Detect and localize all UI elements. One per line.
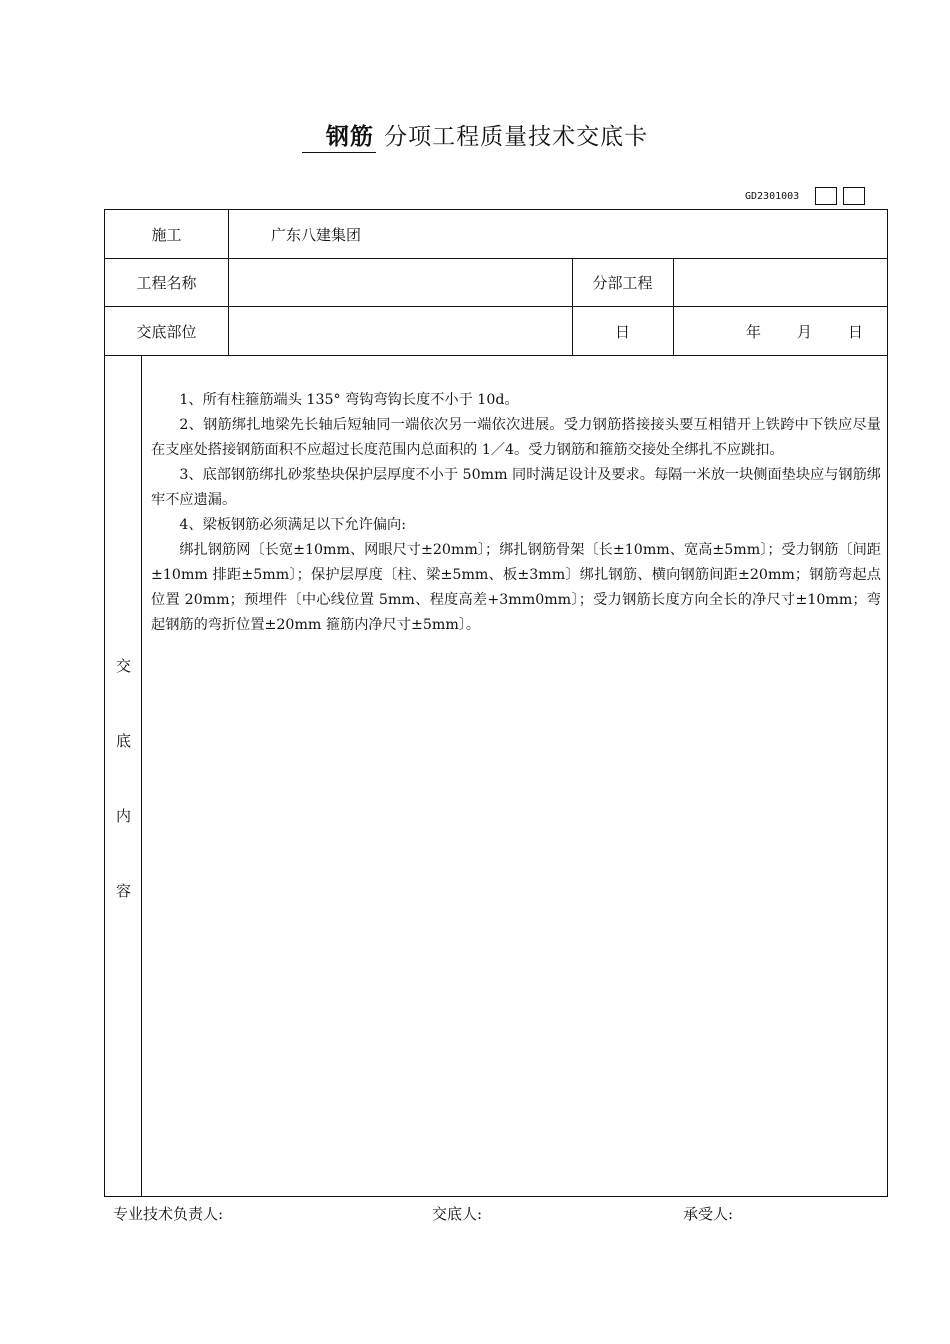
content-label-char: 底 bbox=[115, 732, 131, 750]
disclosure-form bbox=[104, 209, 888, 1197]
row-divider bbox=[105, 355, 887, 356]
content-paragraph: 2、钢筋绑扎地梁先长轴后短轴同一端依次另一端依次进展。受力钢筋搭接接头要互相错开上铁跨中下铁应尽量在支座处搭接钢筋面积不应超过长度范围内总面积的 1／4。受力钢筋和箍筋交接处全绑扎不应跳扣。 bbox=[151, 417, 881, 458]
column-divider bbox=[673, 258, 674, 355]
presenter-signature: 交底人: bbox=[432, 1205, 483, 1223]
date-day-unit: 日 bbox=[847, 322, 863, 341]
date-label: 日 bbox=[614, 322, 630, 341]
receiver-signature: 承受人: bbox=[683, 1205, 734, 1223]
document-title bbox=[0, 118, 950, 153]
content-paragraph: 绑扎钢筋网〔长宽±10mm、网眼尺寸±20mm〕；绑扎钢筋骨架〔长±10mm、宽高±5mm〕；受力钢筋〔间距±10mm 排距±5mm〕；保护层厚度〔柱、梁±5mm、板±3mm〕绑扎钢筋、横向钢筋间距±20mm；钢筋弯起点位置 20mm；预埋件〔中心线位置 5mm、程度高差+3mm0mm〕；受力钢筋长度方向全长的净尺寸±10mm；弯起钢筋的弯折位置±20mm 箍筋内净尺寸±5mm〕。 bbox=[151, 542, 881, 633]
date-year-unit: 年 bbox=[745, 322, 761, 341]
content-label-char: 内 bbox=[115, 807, 131, 825]
construction-value[interactable]: 广东八建集团 bbox=[271, 225, 362, 244]
project-name-field[interactable] bbox=[235, 258, 565, 306]
column-divider bbox=[228, 210, 229, 355]
code-box-2[interactable] bbox=[843, 187, 865, 205]
division-field[interactable] bbox=[680, 258, 880, 306]
disclosure-content bbox=[151, 388, 881, 638]
part-label: 交底部位 bbox=[136, 322, 197, 341]
content-paragraph: 1、所有柱箍筋端头 135° 弯钩弯钩长度不小于 10d。 bbox=[179, 392, 519, 408]
column-divider bbox=[141, 355, 142, 1196]
content-label-char: 交 bbox=[115, 657, 131, 675]
content-paragraph: 4、梁板钢筋必须满足以下允许偏向: bbox=[179, 517, 407, 533]
tech-lead-signature: 专业技术负责人: bbox=[113, 1205, 224, 1223]
content-paragraph: 3、底部钢筋绑扎砂浆垫块保护层厚度不小于 50mm 同时满足设计及要求。每隔一米放一块侧面垫块应与钢筋绑牢不应遗漏。 bbox=[151, 467, 881, 508]
title-fill-in: 钢筋 bbox=[302, 118, 376, 153]
code-box-1[interactable] bbox=[815, 187, 837, 205]
project-name-label: 工程名称 bbox=[136, 273, 197, 292]
date-month-unit: 月 bbox=[796, 322, 812, 341]
date-field[interactable] bbox=[710, 307, 863, 355]
form-code-row bbox=[745, 187, 871, 205]
part-field[interactable] bbox=[235, 307, 565, 355]
form-code: GD2301003 bbox=[745, 190, 800, 202]
content-label-char: 容 bbox=[115, 882, 131, 900]
division-label: 分部工程 bbox=[592, 273, 653, 292]
title-text: 分项工程质量技术交底卡 bbox=[384, 124, 649, 150]
construction-label: 施工 bbox=[151, 225, 182, 244]
